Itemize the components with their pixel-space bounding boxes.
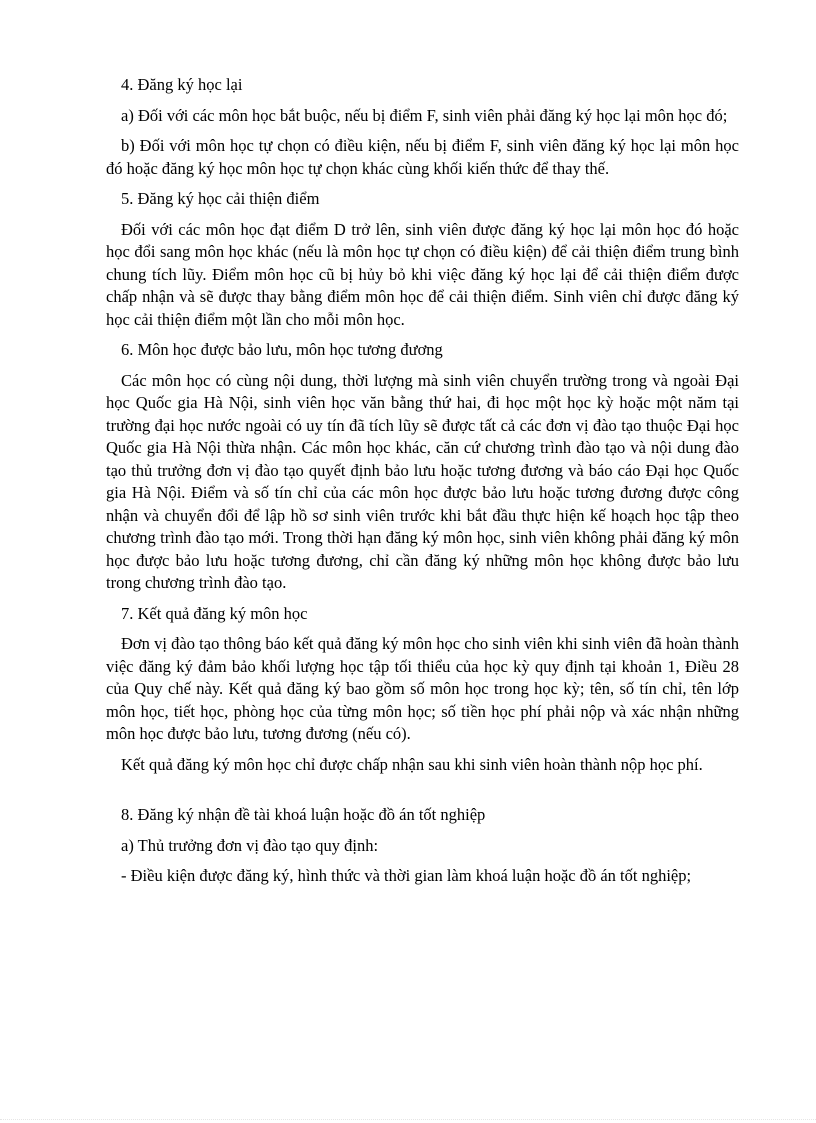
section-8-heading: 8. Đăng ký nhận đề tài khoá luận hoặc đồ án tốt nghiệp xyxy=(121,805,486,824)
section-4-heading: 4. Đăng ký học lại xyxy=(121,75,243,94)
section-7-paragraph-1: Đơn vị đào tạo thông báo kết quả đăng ký môn học cho sinh viên khi sinh viên đã hoàn thành việc đăng ký đảm bảo khối lượng học tập tối thiểu của học kỳ quy định tại khoản 1, Điều 28 của Quy chế này. Kết quả đăng ký bao gồm số môn học trong học kỳ; tên, số tín chỉ, tên lớp môn học, tiết học, phòng học của từng môn học; số tiền học phí phải nộp và xác nhận những môn học được bảo lưu, tương đương (nếu có). xyxy=(106,634,739,743)
section-7-heading: 7. Kết quả đăng ký môn học xyxy=(121,603,308,623)
section-6-heading: 6. Môn học được bảo lưu, môn học tương đương xyxy=(121,340,443,359)
section-8-list-item: - Điều kiện được đăng ký, hình thức và thời gian làm khoá luận hoặc đồ án tốt nghiệp; xyxy=(121,866,692,885)
section-7-paragraph-2: Kết quả đăng ký môn học chỉ được chấp nhận sau khi sinh viên hoàn thành nộp học phí. xyxy=(121,754,703,774)
section-5-paragraph: Đối với các môn học đạt điểm D trở lên, sinh viên được đăng ký học lại môn học đó hoặc học đổi sang môn học khác (nếu là môn học tự chọn có điều kiện) để cải thiện điểm trung bình chung tích lũy. Điểm môn học cũ bị hủy bỏ khi việc đăng ký học lại để cải thiện điểm được chấp nhận và sẽ được thay bằng điểm môn học để cải thiện điểm. Sinh viên chỉ được đăng ký học cải thiện điểm một lần cho mỗi môn học. xyxy=(106,219,739,329)
section-6-paragraph: Các môn học có cùng nội dung, thời lượng mà sinh viên chuyển trường trong và ngoài Đại học Quốc gia Hà Nội, sinh viên học văn bằng thứ hai, đi học một học kỳ hoặc một năm tại trường đại học nước ngoài có uy tín đã tích lũy sẽ được tất cả các đơn vị đào tạo thuộc Đại học Quốc gia Hà Nội thừa nhận. Các môn học khác, căn cứ chương trình đào tạo và nội dung đào tạo thủ trưởng đơn vị đào tạo quyết định bảo lưu hoặc tương đương và báo cáo Đại học Quốc gia Hà Nội. Điểm và số tín chỉ của các môn học được bảo lưu hoặc tương đương được công nhận và chuyển đổi để lập hồ sơ sinh viên trước khi bắt đầu thực hiện kế hoạch học tập theo chương trình đào tạo mới. Trong thời hạn đăng ký môn học, sinh viên không phải đăng ký môn học được bảo lưu hoặc tương đương, chỉ cần đăng ký những môn học không được bảo lưu trong chương trình đào tạo. xyxy=(106,370,739,592)
document-page xyxy=(106,74,739,896)
section-4-paragraph-b: b) Đối với môn học tự chọn có điều kiện, nếu bị điểm F, sinh viên đăng ký học lại môn học đó hoặc đăng ký học môn học tự chọn khác cùng khối kiến thức để thay thế. xyxy=(106,136,739,178)
section-4-paragraph-a: a) Đối với các môn học bắt buộc, nếu bị điểm F, sinh viên phải đăng ký học lại môn học đó; xyxy=(121,105,728,125)
blank-line xyxy=(106,784,739,804)
section-5-heading: 5. Đăng ký học cải thiện điểm xyxy=(121,189,320,208)
section-8-paragraph-a: a) Thủ trưởng đơn vị đào tạo quy định: xyxy=(121,835,379,855)
page-bottom-divider xyxy=(0,1119,816,1120)
